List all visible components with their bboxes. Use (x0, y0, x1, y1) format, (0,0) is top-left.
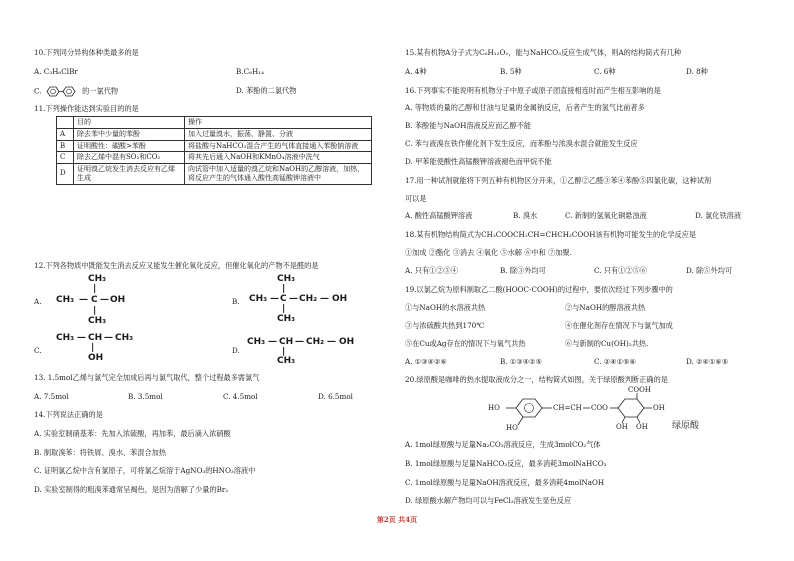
table-cell: B (57, 140, 74, 152)
q10-option-b[interactable]: B.C₆H₁₄ (236, 67, 264, 76)
exam-page: 10.下列同分异构体种类最多的是 A. C₃H₆ClBr B.C₆H₁₄ C. 的一氯代物 D. 苯酚的二氯代物 11.下列操作能达到实验目的的是 目的 操作 A 除去苯中少量的苯酚 加入过量溴水，振荡、静置、分液 B 证明酸性：碳酸>苯酚 将盐酸与NaHCO₃混合产生的气体直接通入苯酚钠溶液 C 除去乙烯中混有SO₂和CO₂ 将其先后通入NaOH和KMnO₄溶液中洗气 D 证明溴乙烷发生消去反应有乙烯生成 向试管中加入适量的溴乙烷和NaOH的乙醇溶液，加热，将反应产生的气体通入酸性高锰酸钾溶液中 12.下列各物质中既能发生消去反应又能发生催化氧化反应，但催化氧化的产物不是醛的是 A. CH₃ | CH₃ — C — OH | CH₃ B. CH₃ | CH₃ — C — CH₂ — OH | CH₃ C. CH₃ — CH — CH₃ | OH D. CH₃ — CH — CH₂ — OH | CH₃ 13. 1.5mol乙烯与氯气完全加成后再与氯气取代，整个过程最多需氯气 A. 7.5mol B. 3.5mol C. 4.5mol D. 6.5mol 14.下列说法正确的是 A. 实验室制硝基苯：先加入浓硫酸，再加苯，最后滴入浓硝酸 B. 制取溴苯：将铁屑、溴水、苯混合加热 C. 证明氯乙烷中含有氯原子，可将氯乙烷溶于AgNO₃的HNO₃溶液中 D. 实验室制得的粗溴苯通常呈褐色，是因为溶解了少量的Br₂ 15.某有机物A分子式为C₆H₁₂O₂，能与NaHCO₃反应生成气体，则A的结构简式有几种 A. 4种 B. 5种 C. 6种 D. 8种 16.下列事实不能说明有机物分子中原子或原子团直接相连时而产生相互影响的是 A. 等物质的量的乙醇和甘油与足量的金属钠反应，后者产生的氢气比前者多 B. 苯酚能与NaOH溶液反应而乙醇不能 C. 苯与液溴在铁作催化剂下发生反应，而苯酚与浓溴水混合就能发生反应 D. 甲苯能使酸性高锰酸钾溶液褪色而甲烷不能 17.用一种试剂就能将下列五种有机物区分开来，①乙醇②乙醛③苯④苯酚⑤四氯化碳，这种试剂 可以是 A. 酸性高锰酸钾溶液 B. 溴水 C. 新制的氢氧化铜悬浊液 D. 氯化铁溶液 18.某有机物结构简式为CH₃COOCH₂CH=CHCH₂COOH该有机物可能发生的化学反应是 ①加成 ②酯化 ③消去 ④氧化 ⑤水解 ⑥中和 ⑦加聚. A. 只有①②③④ B. 除③外均可 C. 只有①②⑤⑥ D. 除⑤外均可 19.以氯乙烷为原料制取乙二酸(HOOC-COOH)的过程中，要依次经过下列步骤中的 ①与NaOH的水溶液共热 ②与NaOH的醇溶液共热 ③与浓硫酸共热到170℃ ④在催化剂存在情况下与氯气加成 ⑤在Cu或Ag存在的情况下与氧气共热 ⑥与新制的Cu(OH)₂共热. A. ①③④②⑥ B. ①③④②⑤ C. ②④①⑤⑥ D. ②④①⑥⑤ 20.绿原酸是咖啡的热水提取液成分之一，结构简式如图，关于绿原酸判断正确的是 HO HO CH=CH COO COOH OH OH OH 绿原酸 A. 1mol绿原酸与足量Na₂CO₃溶液反应，生成3molCO₂气体 B. 1mol绿原酸与足量NaHCO₃反应，最多消耗3molNaHCO₃ C. 1mol绿原酸与足量NaOH溶液反应，最多消耗4molNaOH D. 绿原酸水解产物均可以与FeCl₃溶液发生显色反应 第2页 共4页 (0, 0, 794, 561)
q10-stem: 10.下列同分异构体种类最多的是 (34, 48, 139, 57)
table-row[interactable] (57, 128, 372, 140)
q11-stem: 11.下列操作能达到实验目的的是 (34, 104, 139, 113)
q20-struct-ho-2: HO (506, 424, 518, 432)
q19-option-b[interactable]: B. ①③④②⑤ (500, 357, 543, 366)
q17-stem: 17.用一种试剂就能将下列五种有机物区分开来，①乙醇②乙醛③苯④苯酚⑤四氯化碳，这种试剂 (405, 176, 712, 185)
q20-struct-oh-2: OH (636, 423, 648, 431)
q14-option-c[interactable]: C. 证明氯乙烷中含有氯原子，可将氯乙烷溶于AgNO₃的HNO₃溶液中 (34, 466, 256, 475)
q12-stem: 12.下列各物质中既能发生消去反应又能发生催化氧化反应，但催化氧化的产物不是醛的是 (34, 261, 319, 270)
q15-option-c[interactable]: C. 6种 (594, 67, 616, 76)
table-cell: 除去苯中少量的苯酚 (74, 128, 185, 140)
q19-option-d[interactable]: D. ②④①⑥⑤ (686, 357, 729, 366)
table-cell: A (57, 128, 74, 140)
q17-option-a[interactable]: A. 酸性高锰酸钾溶液 (405, 211, 473, 220)
q10-option-a[interactable]: A. C₃H₆ClBr (34, 67, 78, 76)
q18-stem: 18.某有机物结构简式为CH₃COOCH₂CH=CHCH₂COOH该有机物可能发生的化学反应是 (405, 230, 697, 239)
q19-step-6: ⑥与新制的Cu(OH)₂共热. (565, 339, 649, 348)
q20-struct-ch-eq: CH=CH (553, 404, 582, 412)
q10-option-c-prefix: C. (34, 86, 42, 96)
q20-struct-ho-1: HO (488, 404, 500, 412)
q14-option-a[interactable]: A. 实验室制硝基苯：先加入浓硫酸，再加苯，最后滴入浓硝酸 (34, 429, 231, 438)
q16-stem: 16.下列事实不能说明有机物分子中原子或原子团直接相连时而产生相互影响的是 (405, 86, 661, 95)
q19-step-1: ①与NaOH的水溶液共热 (405, 303, 486, 312)
q15-stem: 15.某有机物A分子式为C₆H₁₂O₂，能与NaHCO₃反应生成气体，则A的结构简式有几种 (405, 48, 682, 57)
q20-struct-coo: COO (591, 404, 608, 412)
q18-option-b[interactable]: B. 除③外均可 (500, 266, 546, 275)
q14-option-b[interactable]: B. 制取溴苯：将铁屑、溴水、苯混合加热 (34, 448, 167, 457)
q18-option-a[interactable]: A. 只有①②③④ (405, 266, 458, 275)
q19-option-c[interactable]: C. ②④①⑤⑥ (594, 357, 637, 366)
q17-stem-line2: 可以是 (405, 194, 427, 203)
q20-struct-oh-3: OH (616, 423, 628, 431)
q18-stem-line2: ①加成 ②酯化 ③消去 ④氧化 ⑤水解 ⑥中和 ⑦加聚. (405, 248, 572, 257)
q17-option-c[interactable]: C. 新制的氢氧化铜悬浊液 (565, 211, 647, 220)
q12-option-c[interactable]: C. (34, 346, 42, 355)
q11-table (56, 116, 372, 185)
table-row[interactable] (57, 164, 372, 185)
q19-step-4: ④在催化剂存在情况下与氯气加成 (565, 321, 673, 330)
table-header-cell: 目的 (74, 117, 185, 129)
q14-option-d[interactable]: D. 实验室制得的粗溴苯通常呈褐色，是因为溶解了少量的Br₂ (34, 485, 229, 494)
q17-option-d[interactable]: D. 氯化铁溶液 (695, 211, 742, 220)
table-row[interactable] (57, 152, 372, 164)
q13-stem: 13. 1.5mol乙烯与氯气完全加成后再与氯气取代，整个过程最多需氯气 (34, 373, 260, 382)
q10-option-c-suffix: 的一氯代物 (82, 86, 119, 96)
biphenyl-structure-icon (44, 86, 80, 97)
q20-struct-cooh: COOH (628, 386, 651, 394)
q20-caption: 绿原酸 (672, 421, 700, 431)
q19-step-5: ⑤在Cu或Ag存在的情况下与氧气共热 (405, 339, 526, 348)
table-cell: D (57, 164, 74, 185)
q14-stem: 14.下列说法正确的是 (34, 410, 103, 419)
q13-option-a[interactable]: A. 7.5mol (34, 392, 69, 401)
table-cell: 证明酸性：碳酸>苯酚 (74, 140, 185, 152)
q18-option-c[interactable]: C. 只有①②⑤⑥ (594, 266, 647, 275)
q19-step-3: ③与浓硫酸共热到170℃ (405, 321, 485, 330)
q13-option-c[interactable]: C. 4.5mol (223, 392, 258, 401)
q17-option-b[interactable]: B. 溴水 (513, 211, 538, 220)
q18-option-d[interactable]: D. 除⑤外均可 (686, 266, 733, 275)
table-cell: 向试管中加入适量的溴乙烷和NaOH的乙醇溶液，加热，将反应产生的气体通入酸性高锰酸钾溶液中 (185, 164, 372, 185)
q20-struct-oh-1: OH (653, 404, 665, 412)
q16-option-a[interactable]: A. 等物质的量的乙醇和甘油与足量的金属钠反应，后者产生的氢气比前者多 (405, 103, 645, 112)
q20-option-b[interactable]: B. 1mol绿原酸与足量NaHCO₃反应，最多消耗3molNaHCO₃ (405, 459, 607, 468)
q15-option-a[interactable]: A. 4种 (405, 67, 427, 76)
q10-option-c[interactable] (34, 86, 118, 97)
table-cell: 证明溴乙烷发生消去反应有乙烯生成 (74, 164, 185, 185)
table-cell: C (57, 152, 74, 164)
q16-option-c[interactable]: C. 苯与液溴在铁作催化剂下发生反应，而苯酚与浓溴水混合就能发生反应 (405, 139, 638, 148)
table-row[interactable] (57, 140, 372, 152)
table-header-cell (57, 117, 74, 129)
q20-option-d[interactable]: D. 绿原酸水解产物均可以与FeCl₃溶液发生显色反应 (405, 496, 572, 505)
page-footer: 第2页 共4页 (376, 515, 418, 524)
q10-option-d[interactable]: D. 苯酚的二氯代物 (236, 86, 297, 95)
q15-option-b[interactable]: B. 5种 (500, 67, 522, 76)
q13-option-d[interactable]: D. 6.5mol (318, 392, 353, 401)
table-header-cell: 操作 (185, 117, 372, 129)
q20-stem: 20.绿原酸是咖啡的热水提取液成分之一，结构简式如图，关于绿原酸判断正确的是 (405, 375, 668, 384)
table-header-row (57, 117, 372, 129)
q20-option-c[interactable]: C. 1mol绿原酸与足量NaOH溶液反应，最多消耗4molNaOH (405, 478, 605, 487)
q12-option-d[interactable]: D. (232, 346, 240, 355)
q16-option-b[interactable]: B. 苯酚能与NaOH溶液反应而乙醇不能 (405, 121, 532, 130)
table-cell: 将其先后通入NaOH和KMnO₄溶液中洗气 (185, 152, 372, 164)
q13-option-b[interactable]: B. 3.5mol (128, 392, 163, 401)
q12-option-a[interactable]: A. (34, 297, 42, 306)
table-cell: 将盐酸与NaHCO₃混合产生的气体直接通入苯酚钠溶液 (185, 140, 372, 152)
table-cell: 加入过量溴水，振荡、静置、分液 (185, 128, 372, 140)
table-cell: 除去乙烯中混有SO₂和CO₂ (74, 152, 185, 164)
q19-stem: 19.以氯乙烷为原料制取乙二酸(HOOC-COOH)的过程中，要依次经过下列步骤中的 (405, 285, 673, 294)
q15-option-d[interactable]: D. 8种 (686, 67, 708, 76)
q20-option-a[interactable]: A. 1mol绿原酸与足量Na₂CO₃溶液反应，生成3molCO₂气体 (405, 440, 601, 449)
q19-option-a[interactable]: A. ①③④②⑥ (405, 357, 447, 366)
q19-step-2: ②与NaOH的醇溶液共热 (565, 303, 646, 312)
q16-option-d[interactable]: D. 甲苯能使酸性高锰酸钾溶液褪色而甲烷不能 (405, 157, 552, 166)
q12-option-b[interactable]: B. (232, 297, 240, 306)
